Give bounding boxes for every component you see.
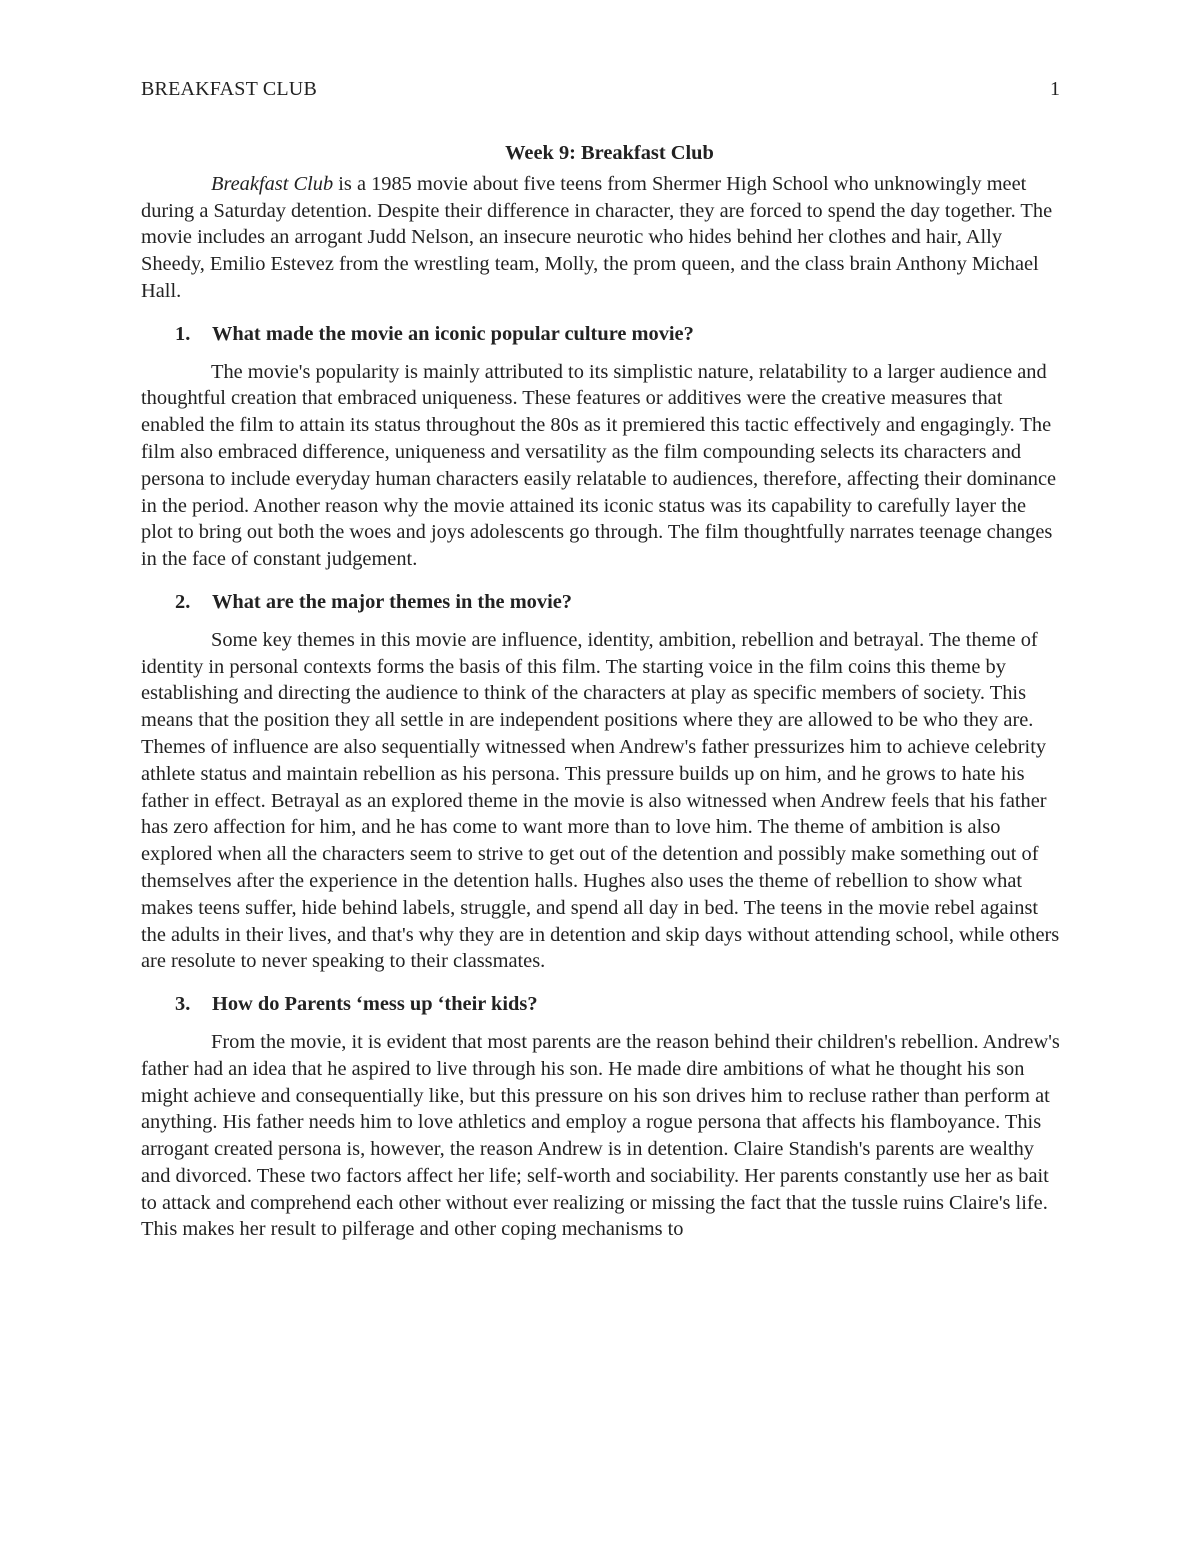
question-text: What are the major themes in the movie?: [212, 590, 572, 613]
question-heading-2: [141, 589, 1060, 616]
question-text: How do Parents ‘mess up ‘their kids?: [212, 993, 538, 1016]
film-title-italic: Breakfast Club: [211, 172, 334, 195]
question-heading-1: [141, 321, 1060, 348]
running-head-title: BREAKFAST CLUB: [141, 78, 317, 100]
question-heading-3: [141, 991, 1060, 1018]
intro-paragraph: [141, 171, 1060, 305]
question-text: What made the movie an iconic popular culture movie?: [212, 322, 694, 345]
question-number: 1.: [175, 322, 191, 345]
running-header: [141, 75, 1060, 103]
question-number: 3.: [175, 993, 191, 1016]
document-title: Week 9: Breakfast Club: [505, 142, 714, 164]
intro-text: is a 1985 movie about five teens from Shermer High School who unknowingly meet during a Saturday detention. Despite their difference in character, they are forced to spend the day together. The movie includes an arrogant Judd Nelson, an insecure neurotic who hides behind her clothes and hair, Ally Sheedy, Emilio Estevez from the wrestling team, Molly, the prom queen, and the class brain Anthony Michael Hall.: [141, 172, 1053, 302]
answer-paragraph-3: From the movie, it is evident that most parents are the reason behind their children's rebellion. Andrew's father had an idea that he aspired to live through his son. He made dire ambitions of what he thought his son might achieve and consequentially like, but this pressure on his son drives him to recluse rather than perform at anything. His father needs him to love athletics and employ a rogue persona that affects his flamboyance. This arrogant created persona is, however, the reason Andrew is in detention. Claire Standish's parents are wealthy and divorced. These two factors affect her life; self-worth and sociability. Her parents constantly use her as bait to attack and comprehend each other without ever realizing or missing the fact that the tussle ruins Claire's life. This makes her result to pilferage and other coping mechanisms to: [141, 1030, 1060, 1241]
document-body: [141, 140, 1060, 1243]
answer-paragraph-2: Some key themes in this movie are influence, identity, ambition, rebellion and betrayal. The theme of identity in personal contexts forms the basis of this film. The starting voice in the film coins this theme by establishing and directing the audience to think of the characters at play as specific members of society. This means that the position they all settle in are independent positions where they are allowed to be who they are. Themes of influence are also sequentially witnessed when Andrew's father pressurizes him to achieve celebrity athlete status and maintain rebellion as his persona. This pressure builds up on him, and he grows to hate his father in effect. Betrayal as an explored theme in the movie is also witnessed when Andrew feels that his father has zero affection for him, and he has come to want more than to love him. The theme of ambition is also explored when all the characters seem to strive to get out of the detention and possibly make something out of themselves after the experience in the detention halls. Hughes also uses the theme of rebellion to show what makes teens suffer, hide behind labels, struggle, and spend all day in bed. The teens in the movie rebel against the adults in their lives, and that's why they are in detention and skip days without attending school, while others are resolute to never speaking to their classmates.: [141, 628, 1060, 973]
answer-paragraph-1: The movie's popularity is mainly attributed to its simplistic nature, relatability to a larger audience and thoughtful creation that embraced uniqueness. These features or additives were the creative measures that enabled the film to attain its status throughout the 80s as it premiered this tactic effectively and engagingly. The film also embraced difference, uniqueness and versatility as the film compounding selects its characters and persona to include everyday human characters easily relatable to audiences, therefore, affecting their dominance in the period. Another reason why the movie attained its iconic status was its capability to carefully layer the plot to bring out both the woes and joys adolescents go through. The film thoughtfully narrates teenage changes in the face of constant judgement.: [141, 360, 1057, 571]
page-number: 1: [1050, 78, 1060, 100]
question-number: 2.: [175, 590, 191, 613]
